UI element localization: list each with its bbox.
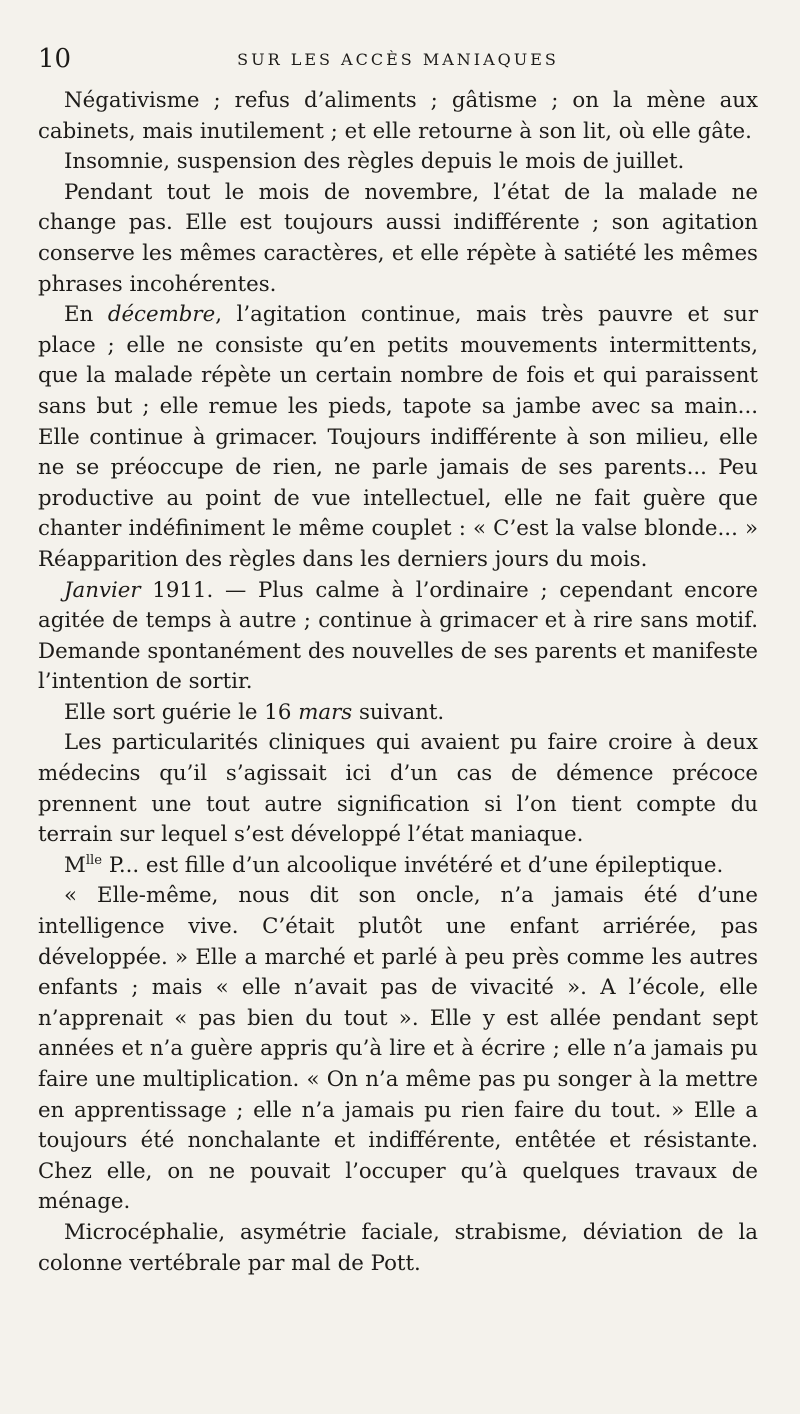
paragraph-oncle [38, 881, 758, 1218]
page-number: 10 [38, 44, 72, 74]
paragraph-microcephalie [38, 1218, 758, 1279]
paragraph-tail: suivant. [352, 699, 445, 725]
paragraph-decembre [38, 300, 758, 575]
paragraph-lead: En [64, 302, 108, 328]
paragraph-text: Négativisme ; refus d’aliments ; gâtisme ; on la mène aux cabinets, mais inutilement ; et elle retourne à son lit, où elle gâte. [38, 88, 758, 144]
paragraph-mlle [38, 851, 758, 882]
paragraph-text: Elle sort guérie le 16 [64, 699, 299, 725]
paragraph-text: P... est fille d’un alcoolique invétéré et d’une épileptique. [102, 852, 724, 878]
paragraph-text: Microcéphalie, asymétrie faciale, strabisme, déviation de la colonne vertébrale par mal de Pott. [38, 1219, 758, 1276]
paragraph-novembre [38, 178, 758, 300]
title-abbreviation: M [64, 852, 86, 878]
running-title: SUR LES ACCÈS MANIAQUES [237, 50, 559, 69]
title-superscript: lle [85, 852, 103, 868]
body-text [38, 86, 758, 1279]
month-mars: mars [298, 699, 353, 725]
paragraph-text: Les particularités cliniques qui avaient pu faire croire à deux médecins qu’il s’agissait ici d’un cas de démence précoce prennent une tout autre signification si l’on tient compte du terrain sur lequel s’est développé l’état maniaque. [38, 730, 758, 848]
page-header [38, 42, 758, 78]
paragraph-particularites [38, 728, 758, 850]
paragraph-insomnie [38, 147, 758, 178]
paragraph-text: 1911. — Plus calme à l’ordinaire ; cependant encore agitée de temps à autre ; continue à grimacer et à rire sans motif. Demande spontanément des nouvelles de ses parents et manifeste l’intention de sortir. [38, 577, 758, 695]
paragraph-text: Pendant tout le mois de novembre, l’état de la malade ne change pas. Elle est toujours aussi indifférente ; son agitation conserve les mêmes caractères, et elle répète à satiété les mêmes phrases incohérentes. [38, 179, 758, 297]
paragraph-sortie [38, 698, 758, 729]
paragraph-text: « Elle-même, nous dit son oncle, n’a jamais été d’une intelligence vive. C’était plutôt une enfant arriérée, pas développée. » Elle a marché et parlé à peu près comme les autres enfants ; mais « elle n’avait pas de vivacité ». A l’école, elle n’apprenait « pas bien du tout ». Elle y est allée pendant sept années et n’a guère appris qu’à lire et à écrire ; elle n’a jamais pu faire une multiplication. « On n’a même pas pu songer à la mettre en apprentissage ; elle n’a jamais pu rien faire du tout. » Elle a toujours été nonchalante et indifférente, entêtée et résistante. Chez elle, on ne pouvait l’occuper qu’à quelques travaux de ménage. [38, 883, 758, 1215]
paragraph-text: , l’agitation continue, mais très pauvre et sur place ; elle ne consiste qu’en petits mouvements intermittents, que la malade répète un certain nombre de fois et qui paraissent sans but ; elle remue les pieds, tapote sa jambe avec sa main... Elle continue à grimacer. Toujours indifférente à son milieu, elle ne se préoccupe de rien, ne parle jamais de ses parents... Peu productive au point de vue intellectuel, elle ne fait guère que chanter indéfiniment le même couplet : « C’est la valse blonde... » Réapparition des règles dans les derniers jours du mois. [38, 302, 758, 572]
month-janvier: Janvier [64, 577, 141, 603]
paragraph-negativisme [38, 86, 758, 147]
paragraph-janvier [38, 576, 758, 698]
paragraph-text: Insomnie, suspension des règles depuis le mois de juillet. [64, 149, 685, 175]
month-decembre: décembre [107, 302, 216, 328]
